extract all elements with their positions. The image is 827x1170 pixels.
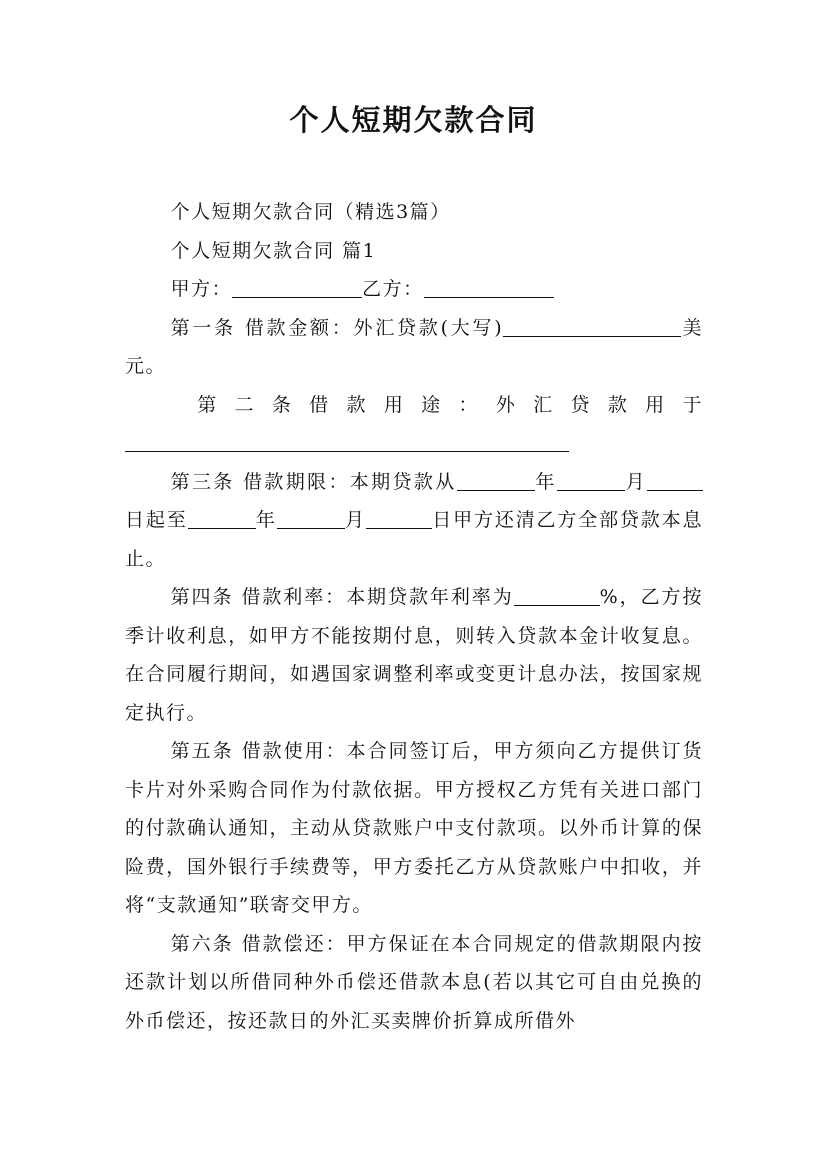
article-3-year: 年 xyxy=(534,470,557,493)
start-year-blank xyxy=(457,470,535,491)
article-3-year2: 年 xyxy=(255,509,277,531)
party-a-blank xyxy=(232,277,362,298)
article-5: 第五条 借款使用：本合同签订后，甲方须向乙方提供订货卡片对外采购合同作为付款依据。甲方授权乙方凭有关进口部门的付款确认通知，主动从贷款账户中支付款项。以外币计算的保险费，国外银行手续费等，甲方委托乙方从贷款账户中扣收，并将“支款通知”联寄交甲方。 xyxy=(125,740,703,916)
article-3-day-from: 日起至 xyxy=(125,509,188,531)
end-day-blank xyxy=(366,508,432,529)
start-day-blank xyxy=(647,470,703,491)
loan-amount-blank xyxy=(503,316,681,337)
article-1-lead: 第一条 借款金额：外汇贷款(大写) xyxy=(170,316,504,339)
part-heading: 个人短期欠款合同 篇1 xyxy=(170,239,377,262)
article-1 xyxy=(125,309,703,386)
article-3 xyxy=(125,463,703,579)
parties-line xyxy=(125,270,703,309)
article-3-month: 月 xyxy=(624,470,647,493)
article-4-tail: %，乙方按季计收利息，如甲方不能按期付息，则转入贷款本金计收复息。在合同履行期间，如遇国家调整利率或变更计息办法，按国家规定执行。 xyxy=(125,586,703,724)
article-1-tail: 美元。 xyxy=(125,316,703,377)
document-body xyxy=(125,193,703,1040)
article-2-lead: 第 二 条 借 款 用 途 ： 外 汇 贷 款 用 于 xyxy=(197,393,703,416)
article-4-lead: 第四条 借款利率：本期贷款年利率为 xyxy=(170,586,514,608)
start-month-blank xyxy=(557,470,625,491)
article-6: 第六条 借款偿还：甲方保证在本合同规定的借款期限内按还款计划以所借同种外币偿还借款本息(若以其它可自由兑换的外币偿还，按还款日的外汇买卖牌价折算成所借外 xyxy=(125,932,703,1032)
article-2 xyxy=(125,386,703,425)
interest-rate-blank xyxy=(514,585,600,606)
article-3-tail: 日甲方还清乙方全部贷款本息止。 xyxy=(125,509,703,570)
intro-line: 个人短期欠款合同（精选3篇） xyxy=(170,201,451,223)
article-3-month2: 月 xyxy=(344,509,366,531)
party-b-blank xyxy=(424,277,554,298)
article-2-blank-line xyxy=(125,424,703,463)
end-year-blank xyxy=(188,508,256,529)
document-title: 个人短期欠款合同 xyxy=(289,103,538,137)
loan-purpose-blank xyxy=(125,431,569,452)
party-a-label: 甲方： xyxy=(170,278,233,300)
article-3-lead: 第三条 借款期限：本期贷款从 xyxy=(170,470,457,493)
end-month-blank xyxy=(277,508,345,529)
article-4 xyxy=(125,578,703,732)
party-b-label: 乙方： xyxy=(362,278,424,300)
